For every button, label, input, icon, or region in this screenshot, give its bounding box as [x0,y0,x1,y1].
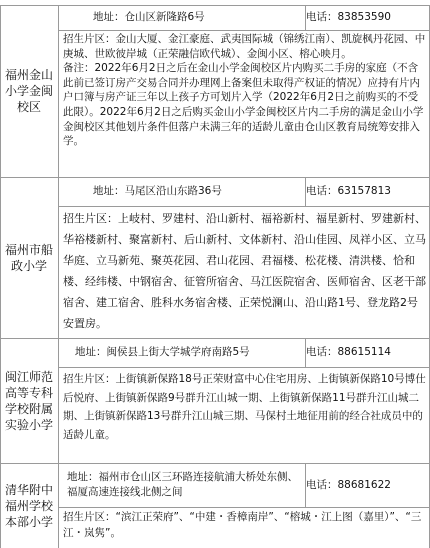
enrollment-zone: 招生片区：金山大厦、金江豪庭、武夷国际城（锦绣江南）、凯旋枫丹花园、中庚城、世欧彼岸城（正荣融信欧代城）、金闽小区、榕心映月。 [63,33,426,60]
school-name: 福州金山小学金闽校区 [4,68,53,114]
row-divider [59,206,430,207]
row-divider [59,367,430,368]
row-divider [59,507,430,508]
address-row [59,5,430,30]
address-row [59,177,430,206]
enrollment-zone-cell [59,370,430,463]
enrollment-zone-cell [59,32,430,177]
school-address: 地址：马尾区沿山东路36号 [93,185,222,198]
row-divider [59,30,430,31]
school-name: 福州市船政小学 [4,243,53,273]
enrollment-zone-cell [59,208,430,338]
school-address: 地址：福州市仓山区三环路连接航浦大桥处东侧、福厦高速连接线北侧之间 [67,471,298,498]
address-row [59,338,430,367]
address-row [59,463,430,507]
school-phone: 电话：88681622 [306,478,391,491]
school-address: 地址：闽侯县上街大学城学府南路5号 [75,346,250,359]
enrollment-zone: 招生片区：上街镇新保路18号正荣财富中心住宅用房、上街镇新保路10号博仕后悦府、上街镇新保路9号群升江山城一期、上街镇新保路11号群升江山城二期、上街镇新保路13号群升江山城三期、马保村土地征用前的经合社成员中的适龄儿童。 [63,373,426,441]
school-name: 清华附中福州学校本部小学 [4,483,53,529]
school-phone: 电话：88615114 [306,346,391,359]
school-phone: 电话：83853590 [306,11,391,24]
enrollment-zone: 招生片区：上岐村、罗建村、沿山新村、福裕新村、福星新村、罗建新村、华裕楼新村、聚富新村、后山新村、文体新村、沿山佳园、凤祥小区、立马华庭、立马新苑、聚英花园、君山花园、君福楼、松花楼、清洪楼、恰和楼、经纬楼、中钢宿舍、征管所宿舍、马江医院宿舍、医师宿舍、区老干部宿舍、建工宿舍、胜科水务宿舍楼、正荣悦澜山、沿山路1号、登龙路2号安置房。 [63,212,426,330]
school-phone: 电话：63157813 [306,185,391,198]
enrollment-zone-cell [59,509,430,548]
school-address: 地址：仓山区新隆路6号 [93,11,205,24]
enrollment-zone: 招生片区：“滨江正荣府”、“中建・香樟南岸”、“榕城・江上图（嘉里）”、“三江・岚隽”。 [63,511,422,539]
enrollment-note: 备注：2022年6月2日之后在金山小学金闽校区片内购买二手房的家庭（不含此前已签订房产交易合同并办理网上备案但未取得产权证的情况）应持有片内户口簿与房产证三年以上孩子方可划片入学（2022年6月2日之前购买的不受此限）。2022年6月2日之后购买金山小学金闽校区片内二手房的满足金山小学金闽校区其他划片条件但落户未满三年的适龄儿童由仓山区教育局统筹安排入学。 [63,62,424,148]
school-name: 闽江师范高等专科学校附属实验小学 [4,370,53,432]
